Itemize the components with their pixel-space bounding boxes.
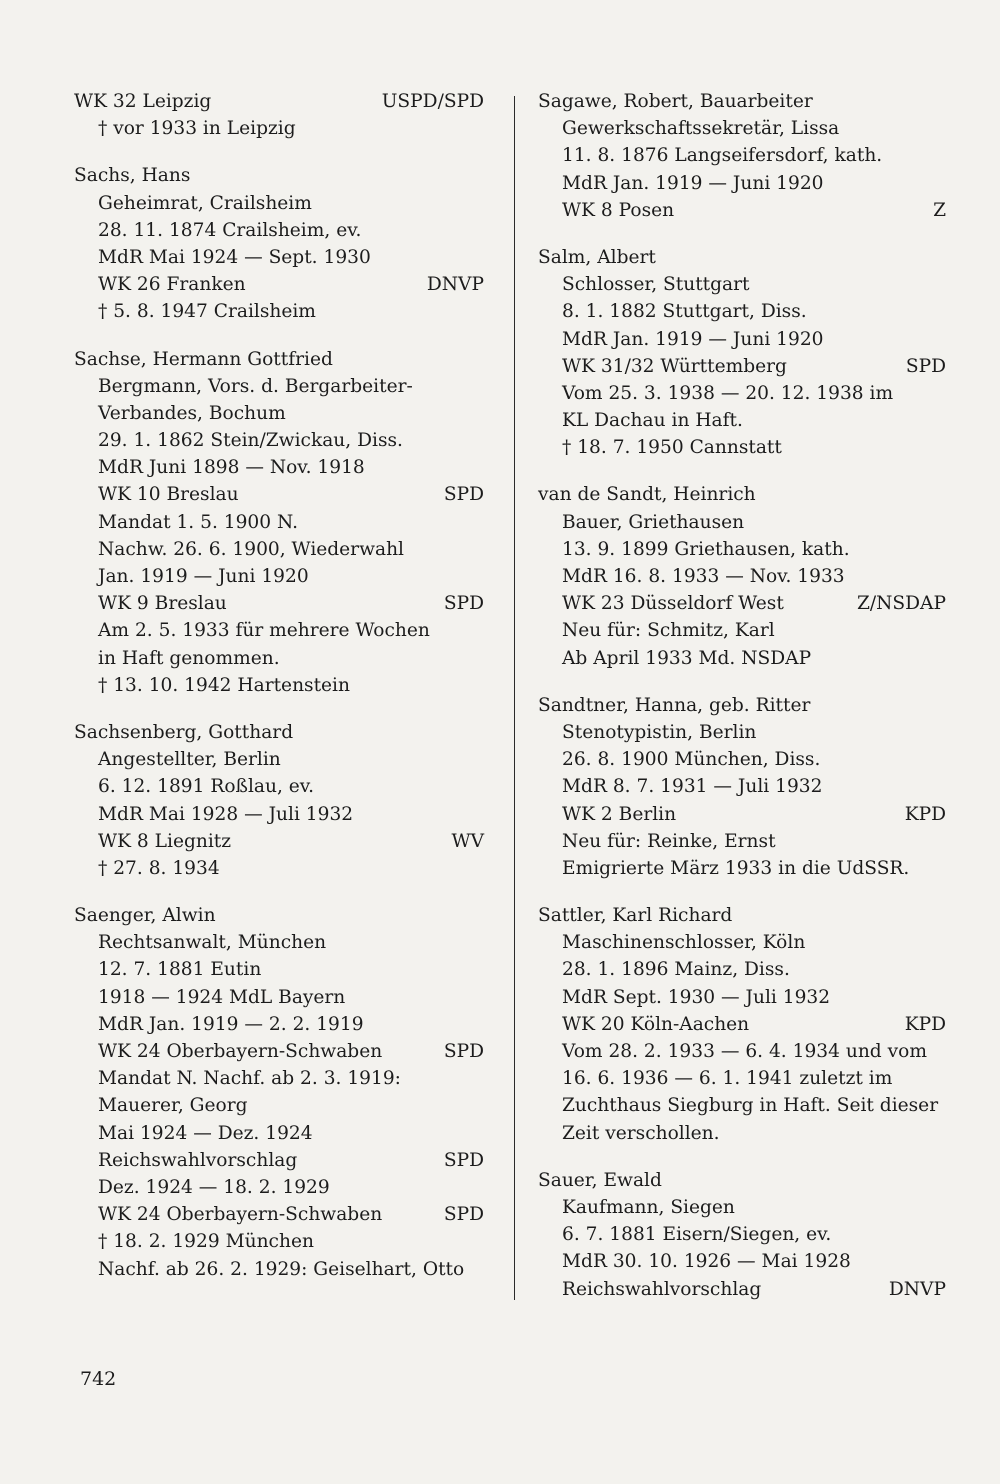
entry-detail-line: [74, 373, 484, 400]
line-text: 13. 9. 1899 Griethausen, kath.: [562, 538, 850, 560]
line-text: Mai 1924 — Dez. 1924: [98, 1122, 313, 1144]
entry-detail-line: [538, 855, 946, 882]
entry-detail-line: [538, 197, 946, 224]
line-text: Ab April 1933 Md. NSDAP: [562, 647, 812, 669]
line-text: WK 24 Oberbayern-Schwaben: [98, 1204, 383, 1226]
entry-detail-line: [74, 509, 484, 536]
line-text: WK 2 Berlin: [562, 803, 677, 825]
entry-detail-line: [538, 828, 946, 855]
entry-detail-line: [74, 563, 484, 590]
entry-detail-line: [538, 509, 946, 536]
line-text: MdR Mai 1924 — Sept. 1930: [98, 246, 371, 268]
entry-detail-line: [74, 1256, 484, 1283]
entry-heading-line: [74, 88, 484, 115]
line-text: Bergmann, Vors. d. Bergarbeiter-: [98, 375, 413, 397]
entry-detail-line: [538, 1011, 946, 1038]
line-text: Neu für: Reinke, Ernst: [562, 830, 776, 852]
line-text: Am 2. 5. 1933 für mehrere Wochen: [98, 620, 430, 642]
entry-detail-line: [74, 481, 484, 508]
party-label: SPD: [443, 484, 484, 506]
entry-detail-line: [538, 563, 946, 590]
biography-entry: [538, 481, 946, 671]
entry-detail-line: [74, 190, 484, 217]
entry-detail-line: [74, 801, 484, 828]
entry-detail-line: [74, 617, 484, 644]
biography-entry: [74, 88, 484, 142]
page-number: 742: [80, 1368, 117, 1390]
entry-heading-line: [538, 1167, 946, 1194]
party-label: SPD: [443, 593, 484, 615]
line-text: 16. 6. 1936 — 6. 1. 1941 zuletzt im: [562, 1068, 893, 1090]
entry-detail-line: [74, 244, 484, 271]
line-text: WK 24 Oberbayern-Schwaben: [98, 1041, 383, 1062]
party-label: Z: [933, 199, 946, 221]
line-text: WK 9 Breslau: [98, 593, 227, 615]
biography-entry: [74, 346, 484, 699]
entry-detail-line: [74, 1228, 484, 1255]
entry-detail-line: [538, 271, 946, 298]
entry-detail-line: [74, 828, 484, 855]
line-text: † 18. 2. 1929 München: [98, 1231, 314, 1253]
line-text: MdR 16. 8. 1933 — Nov. 1933: [562, 566, 845, 587]
line-text: WK 8 Posen: [562, 199, 675, 221]
entry-detail-line: [538, 1038, 946, 1065]
line-text: Reichswahlvorschlag: [98, 1149, 298, 1171]
party-label: SPD: [443, 1041, 484, 1062]
entry-detail-line: [538, 801, 946, 828]
line-text: Emigrierte März 1933 in die UdSSR.: [562, 857, 910, 879]
line-text: † vor 1933 in Leipzig: [98, 118, 296, 140]
entry-detail-line: [538, 536, 946, 563]
line-text: 6. 12. 1891 Roßlau, ev.: [98, 776, 315, 798]
entry-detail-line: [74, 217, 484, 244]
line-text: 26. 8. 1900 München, Diss.: [562, 749, 821, 771]
line-text: 8. 1. 1882 Stuttgart, Diss.: [562, 301, 807, 323]
line-text: MdR Jan. 1919 — Juni 1920: [562, 172, 824, 194]
line-text: WK 32 Leipzig: [74, 91, 212, 112]
entry-detail-line: [74, 1065, 484, 1092]
entry-detail-line: [538, 956, 946, 983]
line-text: Sandtner, Hanna, geb. Ritter: [538, 694, 811, 716]
line-text: WK 8 Liegnitz: [98, 830, 232, 852]
right-column: [538, 88, 946, 1323]
entry-detail-line: [538, 434, 946, 461]
entry-detail-line: [538, 380, 946, 407]
biography-entry: [74, 162, 484, 325]
entry-detail-line: [538, 1065, 946, 1092]
entry-detail-line: [74, 1201, 484, 1228]
line-text: 28. 11. 1874 Crailsheim, ev.: [98, 219, 362, 241]
entry-detail-line: [74, 929, 484, 956]
entry-detail-line: [74, 746, 484, 773]
entry-heading-line: [74, 719, 484, 746]
line-text: Salm, Albert: [538, 246, 656, 268]
entry-detail-line: [74, 645, 484, 672]
entry-detail-line: [538, 617, 946, 644]
line-text: Verbandes, Bochum: [98, 402, 286, 424]
line-text: MdR Juni 1898 — Nov. 1918: [98, 457, 365, 479]
entry-detail-line: [74, 956, 484, 983]
line-text: 29. 1. 1862 Stein/Zwickau, Diss.: [98, 430, 403, 452]
line-text: Reichswahlvorschlag: [562, 1278, 762, 1300]
line-text: Sattler, Karl Richard: [538, 905, 733, 927]
biography-entry: [538, 244, 946, 462]
entry-detail-line: [538, 590, 946, 617]
entry-detail-line: [74, 1038, 484, 1065]
line-text: 1918 — 1924 MdL Bayern: [98, 986, 346, 1008]
entry-detail-line: [538, 353, 946, 380]
left-column: [74, 88, 484, 1303]
line-text: WK 31/32 Württemberg: [562, 355, 787, 377]
entry-detail-line: [74, 1120, 484, 1147]
entry-detail-line: [538, 298, 946, 325]
entry-detail-line: [538, 984, 946, 1011]
party-label: KPD: [904, 1013, 946, 1035]
biography-entry: [74, 719, 484, 882]
line-text: Sachs, Hans: [74, 165, 191, 187]
entry-detail-line: [74, 536, 484, 563]
entry-heading-line: [74, 902, 484, 929]
party-label: DNVP: [426, 274, 484, 296]
entry-detail-line: [74, 1147, 484, 1174]
line-text: Zeit verschollen.: [562, 1122, 720, 1144]
party-label: SPD: [905, 355, 946, 377]
entry-detail-line: [74, 454, 484, 481]
entry-detail-line: [74, 271, 484, 298]
line-text: Maschinenschlosser, Köln: [562, 932, 806, 954]
line-text: † 27. 8. 1934: [98, 857, 220, 879]
line-text: Dez. 1924 — 18. 2. 1929: [98, 1176, 330, 1198]
biography-entry: [538, 88, 946, 224]
entry-detail-line: [538, 142, 946, 169]
line-text: Mauerer, Georg: [98, 1095, 248, 1117]
line-text: Saenger, Alwin: [74, 905, 216, 927]
line-text: † 5. 8. 1947 Crailsheim: [98, 301, 316, 323]
entry-detail-line: [74, 298, 484, 325]
line-text: 11. 8. 1876 Langseifersdorf, kath.: [562, 145, 883, 167]
line-text: Sauer, Ewald: [538, 1169, 662, 1191]
line-text: Nachf. ab 26. 2. 1929: Geiselhart, Otto: [98, 1258, 465, 1280]
line-text: Mandat N. Nachf. ab 2. 3. 1919:: [98, 1068, 401, 1090]
entry-detail-line: [538, 326, 946, 353]
biography-entry: [538, 902, 946, 1147]
entry-detail-line: [538, 115, 946, 142]
line-text: Vom 28. 2. 1933 — 6. 4. 1934 und vom: [562, 1041, 927, 1062]
entry-heading-line: [538, 481, 946, 508]
entry-detail-line: [538, 929, 946, 956]
entry-heading-line: [538, 692, 946, 719]
line-text: Schlosser, Stuttgart: [562, 274, 750, 296]
line-text: WK 26 Franken: [98, 274, 246, 296]
entry-detail-line: [74, 855, 484, 882]
line-text: MdR 8. 7. 1931 — Juli 1932: [562, 776, 823, 798]
line-text: Mandat 1. 5. 1900 N.: [98, 511, 298, 533]
entry-detail-line: [538, 1221, 946, 1248]
entry-detail-line: [538, 1248, 946, 1275]
line-text: Jan. 1919 — Juni 1920: [98, 566, 309, 587]
line-text: Zuchthaus Siegburg in Haft. Seit dieser: [562, 1095, 939, 1117]
entry-heading-line: [74, 162, 484, 189]
entry-detail-line: [538, 746, 946, 773]
line-text: MdR Mai 1928 — Juli 1932: [98, 803, 354, 825]
party-label: WV: [451, 830, 484, 852]
party-label: SPD: [443, 1149, 484, 1171]
biography-entry: [538, 692, 946, 882]
entry-heading-line: [538, 244, 946, 271]
line-text: Geheimrat, Crailsheim: [98, 192, 312, 214]
line-text: WK 10 Breslau: [98, 484, 239, 506]
line-text: 28. 1. 1896 Mainz, Diss.: [562, 959, 790, 981]
entry-detail-line: [74, 672, 484, 699]
line-text: † 18. 7. 1950 Cannstatt: [562, 437, 782, 459]
line-text: † 13. 10. 1942 Hartenstein: [98, 674, 350, 696]
line-text: Kaufmann, Siegen: [562, 1196, 735, 1218]
entry-detail-line: [538, 407, 946, 434]
line-text: Stenotypistin, Berlin: [562, 721, 757, 743]
party-label: KPD: [904, 803, 946, 825]
entry-heading-line: [74, 346, 484, 373]
line-text: Sachse, Hermann Gottfried: [74, 348, 333, 370]
biography-entry: [538, 1167, 946, 1303]
entry-heading-line: [538, 88, 946, 115]
line-text: Sachsenberg, Gotthard: [74, 721, 294, 743]
biography-entry: [74, 902, 484, 1283]
line-text: 12. 7. 1881 Eutin: [98, 959, 262, 981]
entry-detail-line: [538, 1276, 946, 1303]
entry-heading-line: [538, 902, 946, 929]
party-label: Z/NSDAP: [856, 593, 946, 615]
entry-detail-line: [74, 400, 484, 427]
line-text: WK 23 Düsseldorf West: [562, 593, 784, 615]
entry-detail-line: [538, 1092, 946, 1119]
entry-detail-line: [74, 984, 484, 1011]
line-text: in Haft genommen.: [98, 647, 280, 669]
entry-detail-line: [74, 1011, 484, 1038]
party-label: USPD/SPD: [381, 91, 484, 112]
entry-detail-line: [74, 1092, 484, 1119]
line-text: Vom 25. 3. 1938 — 20. 12. 1938 im: [562, 382, 894, 404]
line-text: KL Dachau in Haft.: [562, 410, 743, 432]
entry-detail-line: [74, 115, 484, 142]
entry-detail-line: [538, 1120, 946, 1147]
party-label: DNVP: [888, 1278, 946, 1300]
line-text: MdR Sept. 1930 — Juli 1932: [562, 986, 831, 1008]
line-text: Rechtsanwalt, München: [98, 932, 327, 954]
entry-detail-line: [74, 427, 484, 454]
entry-detail-line: [74, 773, 484, 800]
entry-detail-line: [538, 170, 946, 197]
line-text: Sagawe, Robert, Bauarbeiter: [538, 91, 813, 112]
line-text: Neu für: Schmitz, Karl: [562, 620, 775, 642]
entry-detail-line: [538, 645, 946, 672]
entry-detail-line: [74, 590, 484, 617]
line-text: Nachw. 26. 6. 1900, Wiederwahl: [98, 538, 404, 560]
line-text: 6. 7. 1881 Eisern/Siegen, ev.: [562, 1224, 832, 1246]
line-text: MdR 30. 10. 1926 — Mai 1928: [562, 1251, 851, 1273]
line-text: van de Sandt, Heinrich: [538, 484, 756, 506]
line-text: Angestellter, Berlin: [98, 749, 281, 771]
line-text: Gewerkschaftssekretär, Lissa: [562, 118, 840, 140]
entry-detail-line: [538, 1194, 946, 1221]
entry-detail-line: [538, 719, 946, 746]
column-divider: [514, 96, 515, 1300]
entry-detail-line: [538, 773, 946, 800]
line-text: MdR Jan. 1919 — 2. 2. 1919: [98, 1013, 364, 1035]
line-text: Bauer, Griethausen: [562, 511, 745, 533]
line-text: MdR Jan. 1919 — Juni 1920: [562, 328, 824, 350]
party-label: SPD: [443, 1204, 484, 1226]
line-text: WK 20 Köln-Aachen: [562, 1013, 750, 1035]
entry-detail-line: [74, 1174, 484, 1201]
